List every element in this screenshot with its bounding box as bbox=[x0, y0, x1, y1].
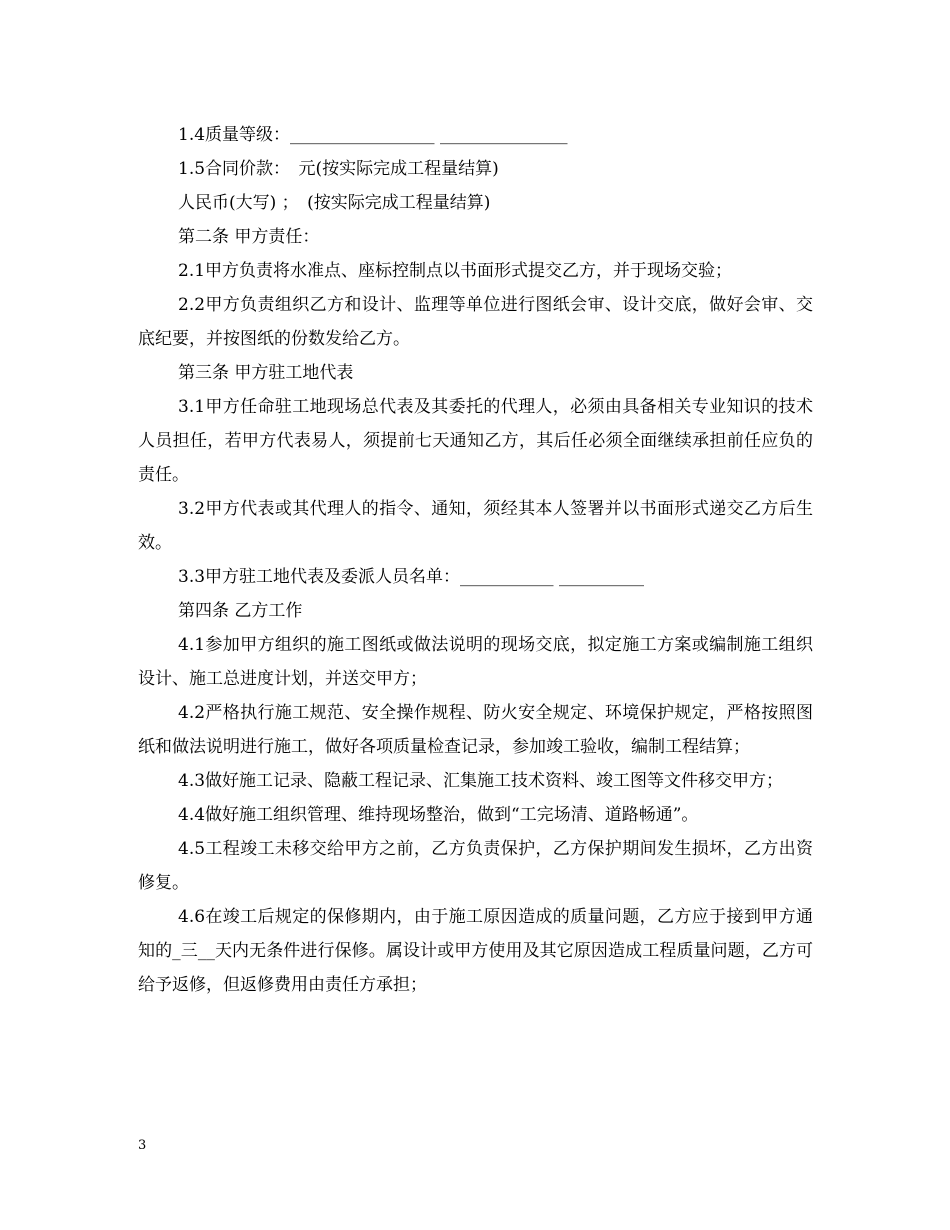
paragraph-4-2: 4.2严格执行施工规范、安全操作规程、防火安全规定、环境保护规定，严格按照图纸和做法说明进行施工，做好各项质量检查记录，参加竣工验收，编制工程结算； bbox=[138, 703, 813, 757]
paragraph-4-4: 4.4做好施工组织管理、维持现场整治，做到“工完场清、道路畅通”。 bbox=[178, 805, 699, 825]
document-body bbox=[138, 118, 813, 1002]
paragraph-4-6: 4.6在竣工后规定的保修期内，由于施工原因造成的质量问题，乙方应于接到甲方通知的_三__天内无条件进行保修。属设计或甲方使用及其它原因造成工程质量问题，乙方可给予返修，但返修费用由责任方承担； bbox=[138, 907, 813, 995]
paragraph-2-1: 2.1甲方负责将水准点、座标控制点以书面形式提交乙方，并于现场交验； bbox=[178, 261, 733, 281]
heading-article-4: 第四条 乙方工作 bbox=[178, 601, 303, 621]
paragraph-4-1: 4.1参加甲方组织的施工图纸或做法说明的现场交底，拟定施工方案或编制施工组织设计、施工总进度计划，并送交甲方； bbox=[138, 635, 813, 689]
paragraph-4-3: 4.3做好施工记录、隐蔽工程记录、汇集施工技术资料、竣工图等文件移交甲方； bbox=[178, 771, 784, 791]
paragraph-3-3: 3.3甲方驻工地代表及委派人员名单：___________ __________ bbox=[178, 567, 644, 587]
paragraph-2-2: 2.2甲方负责组织乙方和设计、监理等单位进行图纸会审、设计交底，做好会审、交底纪要，并按图纸的份数发给乙方。 bbox=[138, 295, 813, 349]
paragraph-contract-price: 1.5合同价款： 元(按实际完成工程量结算) bbox=[178, 159, 499, 179]
paragraph-quality-grade: 1.4质量等级：_________________ _______________ bbox=[178, 125, 568, 145]
page-number: 3 bbox=[138, 1138, 147, 1153]
paragraph-3-2: 3.2甲方代表或其代理人的指令、通知，须经其本人签署并以书面形式递交乙方后生效。 bbox=[138, 499, 813, 553]
paragraph-4-5: 4.5工程竣工未移交给甲方之前，乙方负责保护，乙方保护期间发生损坏，乙方出资修复。 bbox=[138, 839, 813, 893]
paragraph-rmb-uppercase: 人民币(大写) ； (按实际完成工程量结算) bbox=[178, 193, 491, 213]
heading-article-3: 第三条 甲方驻工地代表 bbox=[178, 363, 354, 383]
heading-article-2: 第二条 甲方责任： bbox=[178, 227, 320, 247]
paragraph-3-1: 3.1甲方任命驻工地现场总代表及其委托的代理人，必须由具备相关专业知识的技术人员担任，若甲方代表易人，须提前七天通知乙方，其后任必须全面继续承担前任应负的责任。 bbox=[138, 397, 813, 485]
